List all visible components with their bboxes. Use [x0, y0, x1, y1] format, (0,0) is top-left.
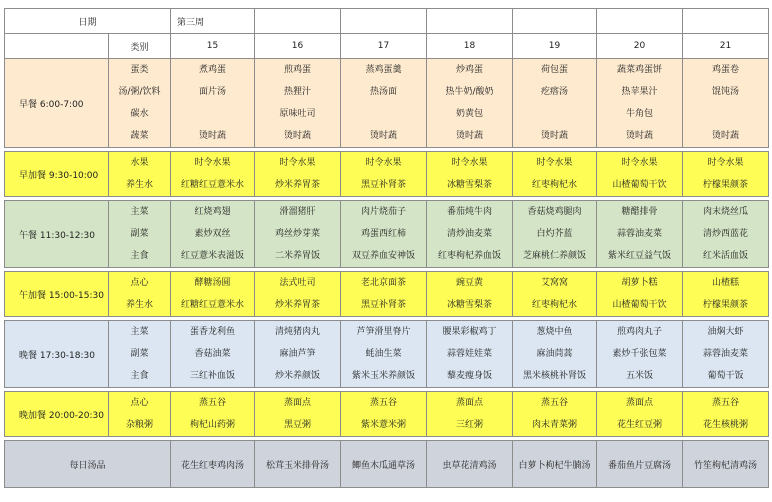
dish-item	[171, 103, 254, 125]
dish-item: 热汤面	[370, 87, 398, 97]
category-label: 蛋类	[130, 65, 149, 75]
dish-item: 蒸面点	[456, 398, 484, 408]
dish-item: 烫时蔬	[626, 131, 654, 141]
dish-item: 肉末青菜粥	[532, 420, 578, 430]
empty-header-cell	[341, 9, 427, 34]
dish-cell	[341, 152, 427, 197]
dish-item: 麻油茼蒿	[536, 349, 573, 359]
dish-item: 山楂葡萄干饮	[612, 180, 667, 190]
dish-item: 蒸五谷	[712, 398, 740, 408]
dish-item: 葡萄干饭	[707, 371, 744, 381]
dish-item: 二米养胃饭	[275, 251, 321, 261]
dish-item: 法式吐司	[279, 278, 316, 288]
dish-cell	[597, 321, 683, 388]
dish-item: 红豆薏米表滋饭	[181, 251, 245, 261]
dish-item: 时令水果	[451, 158, 488, 168]
dish-item: 蔬菜鸡蛋饼	[617, 65, 663, 75]
soup-cell: 竹笙枸杞清鸡汤	[683, 441, 769, 488]
dish-item: 白灼芥蓝	[536, 229, 573, 239]
dish-item: 冰糖雪梨茶	[447, 180, 493, 190]
dish-cell	[341, 321, 427, 388]
category-cell	[109, 392, 171, 437]
dish-item: 红枣枸杞水	[532, 300, 578, 310]
dish-item: 油焖大虾	[707, 327, 744, 337]
dish-item: 鸡蛋西红柿	[361, 229, 407, 239]
dish-item: 蒜蓉娃娃菜	[447, 349, 493, 359]
dish-item: 时令水果	[365, 158, 402, 168]
category-label: 蔬菜	[130, 131, 149, 141]
dish-item: 肉片烧茄子	[361, 207, 407, 217]
empty-header-cell	[597, 9, 683, 34]
category-label: 点心	[130, 398, 149, 408]
soup-cell: 番茄鱼片豆腐汤	[597, 441, 683, 488]
dish-cell	[255, 152, 341, 197]
category-cell	[109, 59, 171, 148]
dish-cell	[683, 59, 769, 148]
category-label: 主食	[130, 251, 149, 261]
soup-cell: 白萝卜枸杞牛腩汤	[513, 441, 597, 488]
dish-cell	[683, 201, 769, 268]
dish-item: 紫米薏米粥	[361, 420, 407, 430]
dish-cell	[597, 59, 683, 148]
meal-row-breakfast	[5, 59, 769, 148]
meal-plan-table	[4, 8, 769, 488]
dish-item: 热苹果汁	[621, 87, 658, 97]
meal-time-label: 晚餐 17:30-18:30	[5, 321, 109, 388]
dish-item: 清炒油麦菜	[447, 229, 493, 239]
dish-item: 蚝油生菜	[365, 349, 402, 359]
meal-time-label: 早餐 6:00-7:00	[5, 59, 109, 148]
dish-item: 黑豆粥	[284, 420, 312, 430]
meal-time-label: 午餐 11:30-12:30	[5, 201, 109, 268]
dish-cell	[171, 201, 255, 268]
dish-cell	[171, 321, 255, 388]
dish-item: 烫时蔬	[370, 131, 398, 141]
dish-item: 炒米养胃茶	[275, 180, 321, 190]
dish-item: 山楂葡萄干饮	[612, 300, 667, 310]
empty-header-cell	[513, 9, 597, 34]
dish-cell	[255, 59, 341, 148]
dish-item: 荷包蛋	[541, 65, 569, 75]
dish-item: 藜麦瘦身饭	[447, 371, 493, 381]
dish-cell	[255, 201, 341, 268]
meal-row-lunch	[5, 201, 769, 268]
category-header: 类别	[109, 34, 171, 59]
dish-item: 热牛奶/酸奶	[445, 87, 494, 97]
category-label: 副菜	[130, 229, 149, 239]
soup-cell: 鲫鱼木瓜通草汤	[341, 441, 427, 488]
dish-item: 时令水果	[194, 158, 231, 168]
dish-item: 馄饨汤	[712, 87, 740, 97]
dish-cell	[427, 392, 513, 437]
category-cell	[109, 272, 171, 317]
dish-cell	[341, 59, 427, 148]
dish-cell	[171, 392, 255, 437]
day-header: 18	[427, 34, 513, 59]
meal-row-evening_snack	[5, 392, 769, 437]
soup-cell: 花生红枣鸡肉汤	[171, 441, 255, 488]
dish-item: 煎鸡肉丸子	[617, 327, 663, 337]
dish-item: 山楂糕	[712, 278, 740, 288]
category-label: 主菜	[130, 207, 149, 217]
dish-item: 烫时蔬	[284, 131, 312, 141]
day-header: 17	[341, 34, 427, 59]
soup-cell: 虫草花清鸡汤	[427, 441, 513, 488]
dish-cell	[255, 321, 341, 388]
empty-header-cell	[5, 34, 109, 59]
dish-cell	[427, 272, 513, 317]
dish-item: 红糖红豆薏米水	[181, 300, 245, 310]
header-row-date	[5, 9, 769, 34]
dish-item: 蒜蓉油麦菜	[617, 229, 663, 239]
dish-item: 蒸面点	[284, 398, 312, 408]
dish-item: 时令水果	[536, 158, 573, 168]
dish-item: 煮鸡蛋	[199, 65, 227, 75]
empty-header-cell	[683, 9, 769, 34]
dish-cell	[683, 272, 769, 317]
dish-item: 黑米核桃补肾饭	[523, 371, 587, 381]
dish-item: 素炒双丝	[194, 229, 231, 239]
meal-row-morning_snack	[5, 152, 769, 197]
category-cell	[109, 201, 171, 268]
dish-cell	[255, 392, 341, 437]
dish-item: 蒜蓉油麦菜	[703, 349, 749, 359]
dish-item: 紫米红豆益气饭	[608, 251, 672, 261]
header-row-days	[5, 34, 769, 59]
dish-item: 黑豆补肾茶	[361, 180, 407, 190]
dish-item: 麻油芦笋	[279, 349, 316, 359]
dish-item: 素炒千张包菜	[612, 349, 667, 359]
dish-item: 奶黄包	[456, 109, 484, 119]
dish-item: 烫时蔬	[456, 131, 484, 141]
dish-item	[683, 103, 768, 125]
dish-item: 芝麻桃仁养颜饭	[523, 251, 587, 261]
dish-cell	[597, 201, 683, 268]
category-label: 点心	[130, 278, 149, 288]
dish-item: 炒鸡蛋	[456, 65, 484, 75]
dish-item: 蒸面点	[626, 398, 654, 408]
dish-item: 原味吐司	[279, 109, 316, 119]
category-cell	[109, 321, 171, 388]
category-label: 杂粮粥	[126, 420, 154, 430]
dish-item: 花生核桃粥	[703, 420, 749, 430]
day-header: 21	[683, 34, 769, 59]
week-header: 第三周	[171, 9, 255, 34]
dish-item: 黑豆补肾茶	[361, 300, 407, 310]
dish-item: 鸡蛋卷	[712, 65, 740, 75]
dish-cell	[597, 272, 683, 317]
dish-item: 豌豆黄	[456, 278, 484, 288]
dish-item: 老北京面茶	[361, 278, 407, 288]
dish-item: 酵糖汤圆	[194, 278, 231, 288]
dish-item: 鸡丝炒芽菜	[275, 229, 321, 239]
dish-cell	[683, 392, 769, 437]
dish-item: 香菇油菜	[194, 349, 231, 359]
meal-time-label: 早加餐 9:30-10:00	[5, 152, 109, 197]
dish-item: 芦笋滑里脊片	[356, 327, 411, 337]
day-header: 16	[255, 34, 341, 59]
dish-item: 蒸五谷	[541, 398, 569, 408]
dish-item: 时令水果	[621, 158, 658, 168]
category-label: 碳水	[130, 109, 149, 119]
meal-time-label: 晚加餐 20:00-20:30	[5, 392, 109, 437]
dish-item: 滑溜猪肝	[279, 207, 316, 217]
dish-item: 蒸五谷	[370, 398, 398, 408]
dish-item: 热狸汁	[284, 87, 312, 97]
dish-cell	[341, 272, 427, 317]
dish-cell	[255, 272, 341, 317]
dish-item: 蒸五谷	[199, 398, 227, 408]
dish-cell	[427, 59, 513, 148]
dish-item: 红糖红豆薏米水	[181, 180, 245, 190]
category-cell	[109, 152, 171, 197]
dish-item: 紫米玉米养颜饭	[352, 371, 416, 381]
empty-header-cell	[427, 9, 513, 34]
dish-item: 红枣枸杞水	[532, 180, 578, 190]
dish-item: 清炖猪肉丸	[275, 327, 321, 337]
dish-item: 柠檬果颜茶	[703, 180, 749, 190]
dish-item: 三红补血饭	[190, 371, 236, 381]
meal-row-afternoon_snack	[5, 272, 769, 317]
category-label: 养生水	[126, 180, 154, 190]
meal-row-dinner	[5, 321, 769, 388]
category-label: 副菜	[130, 349, 149, 359]
dish-item: 葱烧中鱼	[536, 327, 573, 337]
dish-cell	[171, 272, 255, 317]
dish-cell	[513, 321, 597, 388]
dish-item: 五米饭	[626, 371, 654, 381]
dish-item: 清炒西蓝花	[703, 229, 749, 239]
dish-cell	[683, 152, 769, 197]
dish-item: 糖醋排骨	[621, 207, 658, 217]
dish-item: 红枣枸杞养血饭	[438, 251, 502, 261]
empty-header-cell	[255, 9, 341, 34]
dish-item: 炒米养颜饭	[275, 371, 321, 381]
day-header: 15	[171, 34, 255, 59]
dish-cell	[513, 59, 597, 148]
dish-item: 冰糖雪梨茶	[447, 300, 493, 310]
category-label: 养生水	[126, 300, 154, 310]
dish-item: 肉末烧丝瓜	[703, 207, 749, 217]
dish-item: 烫时蔬	[712, 131, 740, 141]
dish-cell	[597, 152, 683, 197]
dish-item: 牛角包	[626, 109, 654, 119]
category-label: 汤/粥/饮料	[118, 87, 161, 97]
dish-item	[513, 103, 596, 125]
dish-cell	[597, 392, 683, 437]
dish-item	[341, 103, 426, 125]
dish-cell	[513, 201, 597, 268]
category-label: 主菜	[130, 327, 149, 337]
dish-cell	[683, 321, 769, 388]
dish-item: 蛋香龙利鱼	[190, 327, 236, 337]
dish-cell	[513, 152, 597, 197]
dish-cell	[513, 272, 597, 317]
dish-item: 枸杞山药粥	[190, 420, 236, 430]
dish-item: 煎鸡蛋	[284, 65, 312, 75]
category-label: 主食	[130, 371, 149, 381]
dish-item: 香菇烧鸡腿肉	[527, 207, 582, 217]
dish-item: 时令水果	[707, 158, 744, 168]
dish-item: 胡萝卜糕	[621, 278, 658, 288]
dish-item: 红米活血饭	[703, 251, 749, 261]
dish-item: 烫时蔬	[199, 131, 227, 141]
dish-item: 番茄炖牛肉	[447, 207, 493, 217]
dish-cell	[341, 392, 427, 437]
dish-item: 烫时蔬	[541, 131, 569, 141]
dish-item: 炒米养胃茶	[275, 300, 321, 310]
dish-cell	[171, 152, 255, 197]
day-header: 20	[597, 34, 683, 59]
dish-cell	[427, 152, 513, 197]
dish-item: 时令水果	[279, 158, 316, 168]
dish-item: 蒸鸡蛋羹	[365, 65, 402, 75]
dish-cell	[171, 59, 255, 148]
dish-item: 疙瘩汤	[541, 87, 569, 97]
dish-item: 腰果彩椒鸡丁	[442, 327, 497, 337]
day-header: 19	[513, 34, 597, 59]
soup-label: 每日汤品	[5, 441, 171, 488]
dish-item: 艾窝窝	[541, 278, 569, 288]
dish-item: 红烧鸡翅	[194, 207, 231, 217]
dish-cell	[513, 392, 597, 437]
dish-item: 柠檬果颜茶	[703, 300, 749, 310]
category-label: 水果	[130, 158, 149, 168]
soup-cell: 松茸玉米排骨汤	[255, 441, 341, 488]
meal-row-soup	[5, 441, 769, 488]
dish-item: 花生红豆粥	[617, 420, 663, 430]
meal-time-label: 午加餐 15:00-15:30	[5, 272, 109, 317]
dish-cell	[427, 321, 513, 388]
dish-cell	[427, 201, 513, 268]
dish-cell	[341, 201, 427, 268]
dish-item: 三红粥	[456, 420, 484, 430]
dish-item: 双豆养血安神饭	[352, 251, 416, 261]
date-header: 日期	[5, 9, 171, 34]
dish-item: 面片汤	[199, 87, 227, 97]
